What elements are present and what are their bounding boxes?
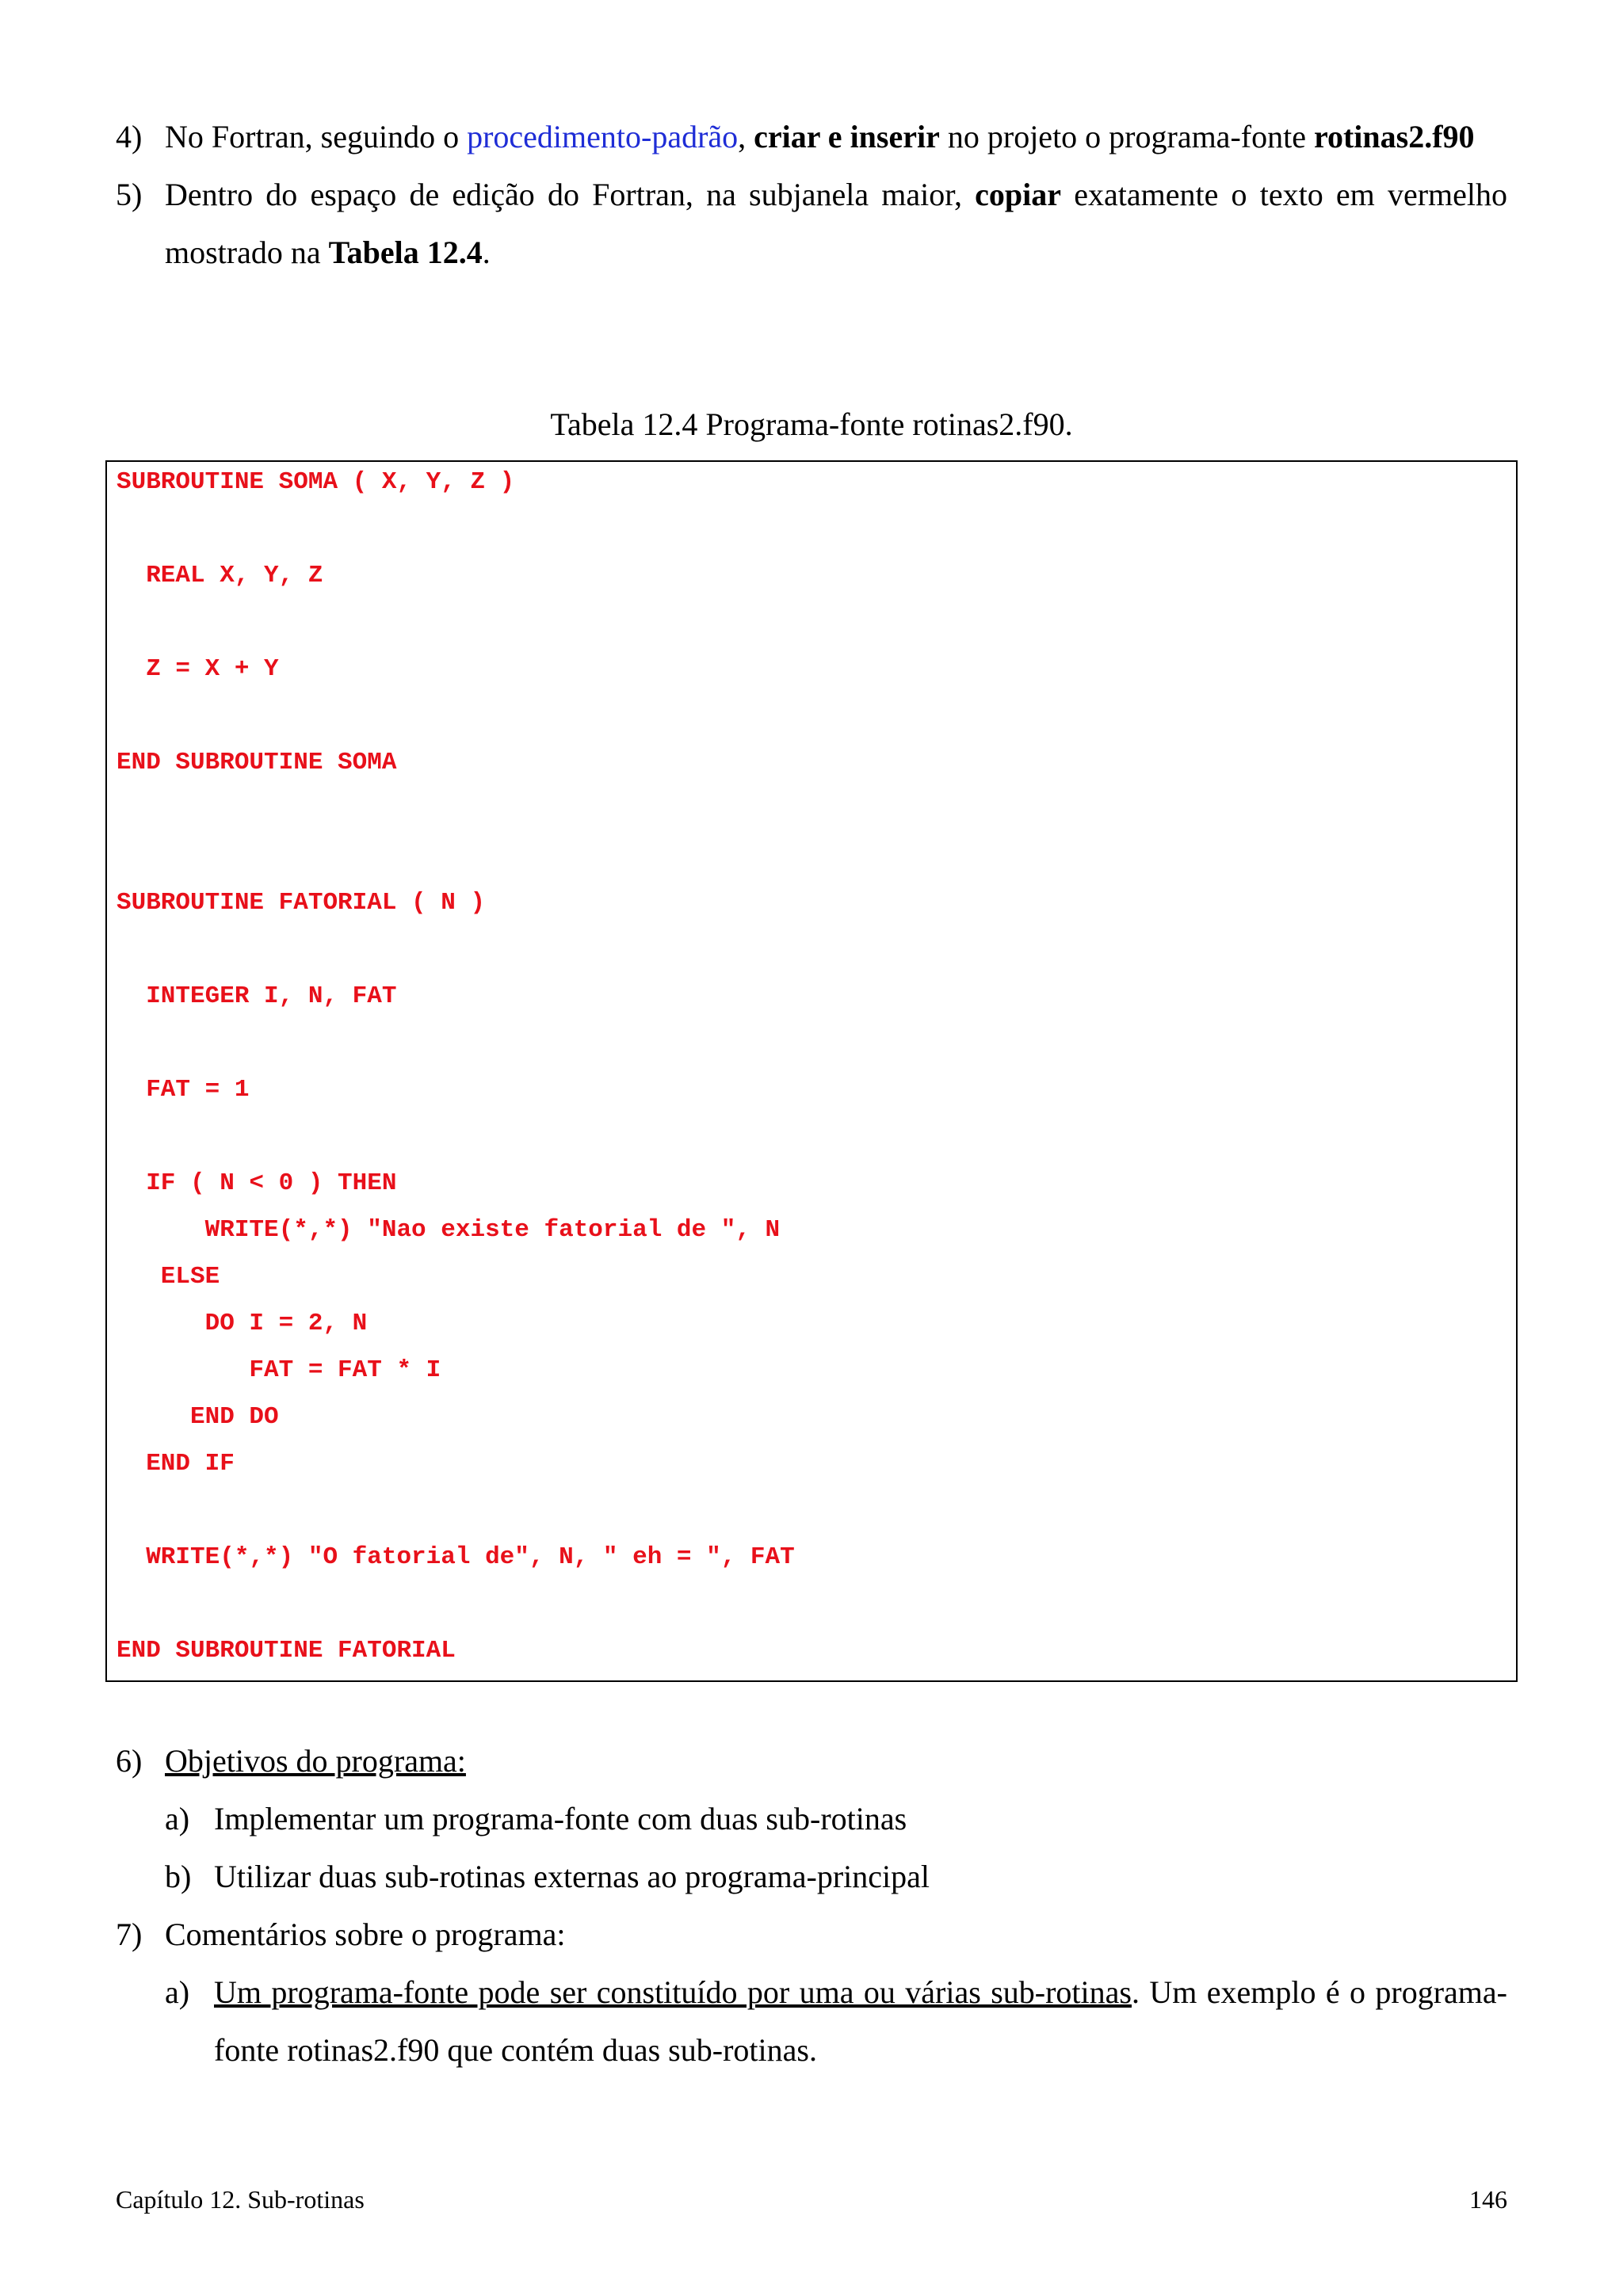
code-line: SUBROUTINE SOMA ( X, Y, Z ) xyxy=(116,468,515,496)
step-text xyxy=(165,108,1507,166)
step-6b xyxy=(165,1848,1507,1905)
text-run: . Um exemplo é o programa-fonte rotinas2.f90 que contém duas sub-rotinas. xyxy=(214,1974,1507,2068)
step-6a xyxy=(165,1790,1507,1848)
code-line: REAL X, Y, Z xyxy=(116,562,323,589)
code-line: WRITE(*,*) "Nao existe fatorial de ", N xyxy=(116,1216,781,1244)
step-number: 7) xyxy=(116,1917,143,1952)
code-line: END DO xyxy=(116,1403,279,1431)
code-line: END SUBROUTINE SOMA xyxy=(116,749,397,776)
step-4 xyxy=(116,108,1507,166)
bold-text: criar e inserir xyxy=(754,119,940,154)
item-text xyxy=(214,1963,1507,2079)
steps-top xyxy=(116,108,1507,281)
text-run: , xyxy=(738,119,754,154)
step-text xyxy=(165,166,1507,281)
code-line: SUBROUTINE FATORIAL ( N ) xyxy=(116,889,486,917)
code-line: ELSE xyxy=(116,1263,220,1291)
table-caption: Tabela 12.4 Programa-fonte rotinas2.f90. xyxy=(550,406,1073,442)
item-letter: a) xyxy=(165,1974,190,2010)
step-7-label: Comentários sobre o programa: xyxy=(165,1917,566,1952)
item-text: Utilizar duas sub-rotinas externas ao programa-principal xyxy=(214,1859,930,1894)
table-ref-bold: Tabela 12.4 xyxy=(328,235,483,270)
code-line: END SUBROUTINE FATORIAL xyxy=(116,1637,456,1665)
item-text: Implementar um programa-fonte com duas sub-rotinas xyxy=(214,1801,907,1836)
footer-chapter: Capítulo 12. Sub-rotinas xyxy=(116,2185,365,2214)
step-5 xyxy=(116,166,1507,281)
bold-text: copiar xyxy=(975,177,1062,212)
underlined-text: Um programa-fonte pode ser constituído por uma ou várias sub-rotinas xyxy=(214,1974,1132,2010)
item-letter: b) xyxy=(165,1859,192,1894)
code-line: Z = X + Y xyxy=(116,655,279,683)
item-letter: a) xyxy=(165,1801,190,1836)
code-line: INTEGER I, N, FAT xyxy=(116,982,397,1010)
code-line: FAT = FAT * I xyxy=(116,1356,441,1384)
code-line: END IF xyxy=(116,1450,235,1478)
step-text xyxy=(165,1732,1507,1790)
step-number: 4) xyxy=(116,119,143,154)
step-number: 6) xyxy=(116,1743,143,1779)
code-line: IF ( N < 0 ) THEN xyxy=(116,1169,397,1197)
step-6 xyxy=(116,1732,1507,1790)
code-line: FAT = 1 xyxy=(116,1076,250,1104)
procedimento-padrao-link[interactable]: procedimento-padrão xyxy=(467,119,739,154)
code-table xyxy=(105,460,1518,1682)
page-number: 146 xyxy=(1469,2185,1507,2214)
text-run: no projeto o programa-fonte xyxy=(939,119,1314,154)
code-line: DO I = 2, N xyxy=(116,1310,368,1337)
step-number: 5) xyxy=(116,177,143,212)
text-run: Dentro do espaço de edição do Fortran, na subjanela maior, xyxy=(165,177,976,212)
text-run: No Fortran, seguindo o xyxy=(165,119,468,154)
filename-bold: rotinas2.f90 xyxy=(1313,119,1475,154)
text-run: exatamente o texto em vermelho mostrado na xyxy=(165,177,1507,270)
step-7 xyxy=(116,1905,1507,1963)
steps-bottom xyxy=(116,1732,1507,2079)
code-line: WRITE(*,*) "O fatorial de", N, " eh = ", FAT xyxy=(116,1543,795,1571)
text-run: . xyxy=(482,235,491,270)
step-6-label: Objetivos do programa: xyxy=(165,1743,466,1779)
step-7a xyxy=(165,1963,1507,2079)
